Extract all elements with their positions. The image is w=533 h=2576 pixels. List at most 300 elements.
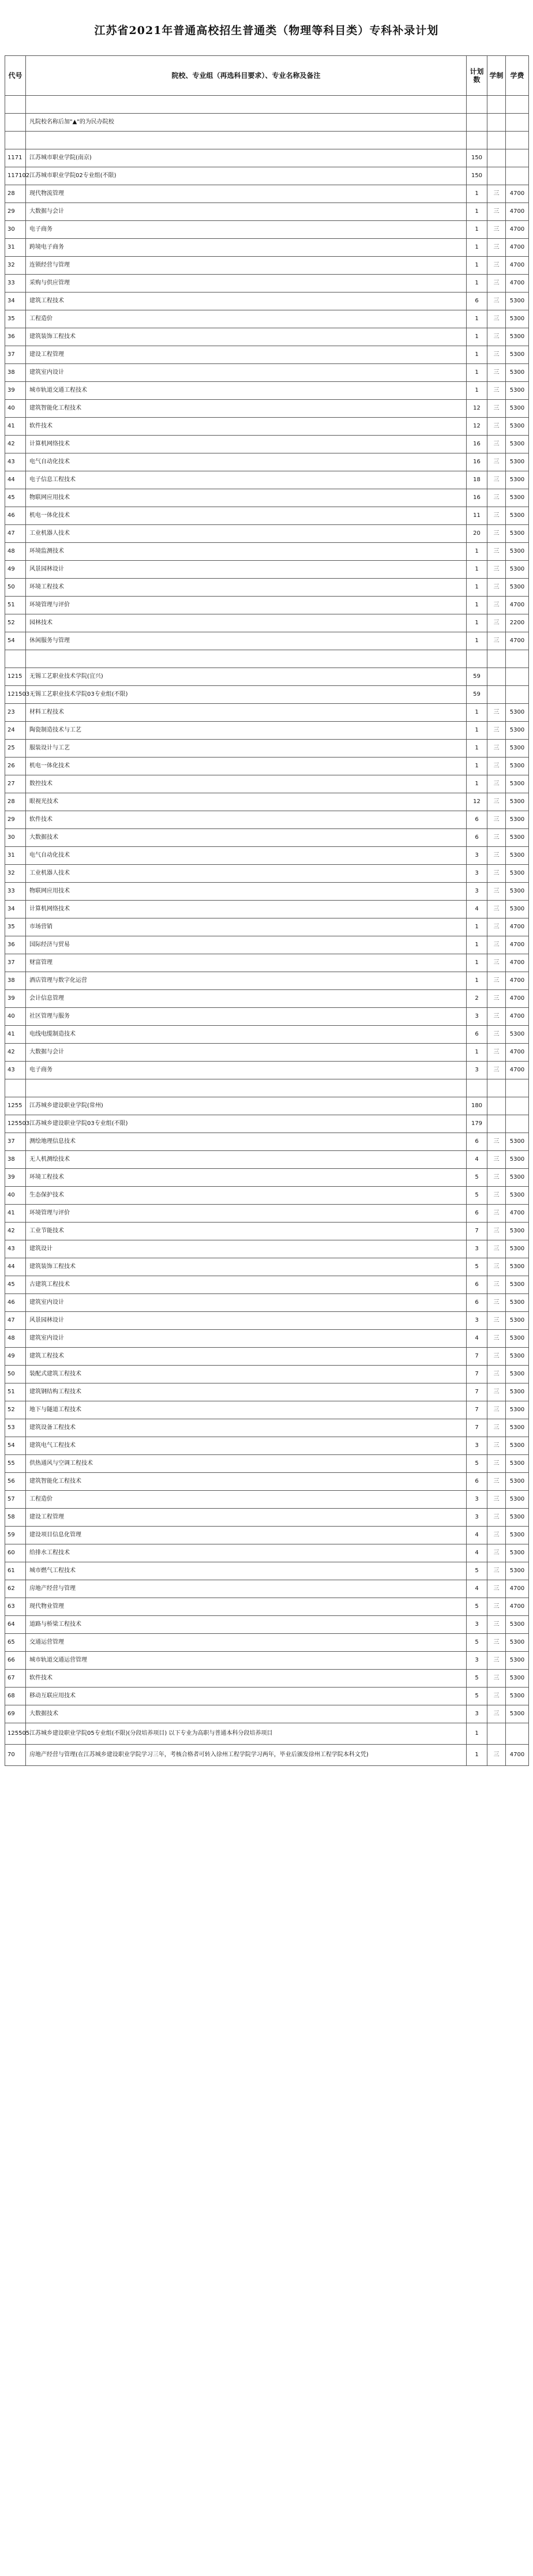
cell-major: 建筑装饰工程技术 [26,328,467,346]
table-row [5,1723,529,1745]
cell-major: 古建筑工程技术 [26,1276,467,1294]
cell-duration: 三 [487,1008,506,1026]
cell-code: 58 [5,1509,26,1527]
cell-major: 装配式建筑工程技术 [26,1366,467,1383]
cell-tuition: 5300 [506,453,529,471]
cell-duration [487,1097,506,1115]
cell-plan-count: 12 [467,418,487,436]
cell-major: 江苏城市职业学院02专业组(不限) [26,167,467,185]
cell-duration: 三 [487,1258,506,1276]
cell-duration: 三 [487,704,506,722]
cell-plan-count: 1 [467,364,487,382]
plan-table [5,55,529,1766]
cell-tuition: 4700 [506,1598,529,1616]
cell-code: 27 [5,775,26,793]
cell-major: 眼视光技术 [26,793,467,811]
cell-tuition [506,1723,529,1745]
cell-tuition: 5300 [506,1455,529,1473]
cell-plan-count: 1 [467,775,487,793]
cell-tuition: 4700 [506,597,529,614]
cell-plan-count: 3 [467,1062,487,1079]
cell-duration: 三 [487,1509,506,1527]
cell-duration: 三 [487,436,506,453]
cell-major: 房地产经营与管理 [26,1580,467,1598]
table-row [5,543,529,561]
cell-duration: 三 [487,1562,506,1580]
cell-code: 26 [5,758,26,775]
cell-code: 37 [5,954,26,972]
table-row [5,96,529,114]
cell-code: 32 [5,865,26,883]
cell-major: 陶瓷制造技术与工艺 [26,722,467,740]
cell-code: 117102 [5,167,26,185]
cell-duration: 三 [487,1312,506,1330]
cell-duration: 三 [487,275,506,293]
cell-duration: 三 [487,1187,506,1205]
cell-code: 32 [5,257,26,275]
cell-code [5,650,26,668]
cell-plan-count [467,96,487,114]
cell-major [26,132,467,149]
cell-duration: 三 [487,543,506,561]
cell-tuition [506,1115,529,1133]
cell-plan-count: 1 [467,579,487,597]
cell-plan-count: 59 [467,668,487,686]
table-row [5,382,529,400]
cell-major: 环境管理与评价 [26,1205,467,1223]
cell-major: 建筑室内设计 [26,1330,467,1348]
cell-major: 无人机测绘技术 [26,1151,467,1169]
cell-duration: 三 [487,847,506,865]
cell-code: 65 [5,1634,26,1652]
cell-duration: 三 [487,346,506,364]
cell-duration: 三 [487,1580,506,1598]
cell-plan-count: 5 [467,1688,487,1705]
cell-plan-count: 1 [467,257,487,275]
cell-duration: 三 [487,883,506,901]
cell-major: 测绘地理信息技术 [26,1133,467,1151]
cell-plan-count: 16 [467,436,487,453]
cell-plan-count: 16 [467,453,487,471]
cell-tuition: 5300 [506,722,529,740]
table-row [5,1079,529,1097]
cell-major: 大数据技术 [26,829,467,847]
cell-plan-count: 1 [467,221,487,239]
table-row [5,346,529,364]
table-row [5,1634,529,1652]
cell-major: 建筑工程技术 [26,293,467,310]
table-row [5,114,529,132]
table-row [5,1044,529,1062]
cell-code: 55 [5,1455,26,1473]
table-row [5,1455,529,1473]
table-row [5,775,529,793]
cell-plan-count: 3 [467,1437,487,1455]
cell-tuition [506,650,529,668]
cell-plan-count: 150 [467,167,487,185]
cell-duration: 三 [487,811,506,829]
table-row [5,1348,529,1366]
cell-plan-count: 5 [467,1670,487,1688]
cell-plan-count: 5 [467,1634,487,1652]
cell-major: 建筑钢结构工程技术 [26,1383,467,1401]
cell-code: 40 [5,1187,26,1205]
cell-tuition: 4700 [506,239,529,257]
cell-plan-count: 16 [467,489,487,507]
table-row [5,1258,529,1276]
cell-duration: 三 [487,328,506,346]
cell-plan-count: 3 [467,883,487,901]
cell-code: 53 [5,1419,26,1437]
cell-duration: 三 [487,865,506,883]
cell-plan-count: 7 [467,1401,487,1419]
page-title: 江苏省2021年普通高校招生普通类（物理等科目类）专科补录计划 [94,24,439,37]
table-row [5,149,529,167]
cell-duration: 三 [487,257,506,275]
cell-major: 现代物业管理 [26,1598,467,1616]
cell-duration: 三 [487,364,506,382]
cell-duration: 三 [487,1383,506,1401]
cell-code: 59 [5,1527,26,1544]
cell-duration: 三 [487,901,506,918]
cell-code: 47 [5,1312,26,1330]
cell-duration: 三 [487,990,506,1008]
cell-code: 64 [5,1616,26,1634]
cell-major: 工业机器人技术 [26,525,467,543]
table-row [5,686,529,704]
cell-duration: 三 [487,1688,506,1705]
cell-duration: 三 [487,561,506,579]
table-row [5,1580,529,1598]
table-row [5,453,529,471]
cell-code: 38 [5,1151,26,1169]
table-row [5,865,529,883]
cell-tuition: 5300 [506,436,529,453]
cell-code: 34 [5,901,26,918]
table-row [5,722,529,740]
cell-code: 48 [5,543,26,561]
cell-duration: 三 [487,972,506,990]
cell-code: 24 [5,722,26,740]
cell-plan-count: 1 [467,203,487,221]
table-row [5,1491,529,1509]
cell-major: 物联网应用技术 [26,489,467,507]
table-row [5,990,529,1008]
table-row [5,1276,529,1294]
cell-major: 会计信息管理 [26,990,467,1008]
cell-code [5,114,26,132]
table-row [5,507,529,525]
cell-tuition: 4700 [506,918,529,936]
cell-duration: 三 [487,1276,506,1294]
table-row [5,1688,529,1705]
cell-code [5,96,26,114]
table-row [5,1312,529,1330]
cell-major: 移动互联应用技术 [26,1688,467,1705]
cell-plan-count: 6 [467,1276,487,1294]
cell-tuition: 4700 [506,221,529,239]
table-row [5,436,529,453]
cell-tuition: 5300 [506,1634,529,1652]
cell-major: 工程造价 [26,310,467,328]
cell-plan-count: 6 [467,1026,487,1044]
cell-plan-count: 7 [467,1383,487,1401]
table-row [5,811,529,829]
cell-duration: 三 [487,793,506,811]
cell-duration: 三 [487,1062,506,1079]
cell-tuition: 5300 [506,400,529,418]
cell-code: 38 [5,364,26,382]
cell-tuition: 5300 [506,579,529,597]
table-row [5,1544,529,1562]
cell-tuition: 5300 [506,1240,529,1258]
cell-code: 23 [5,704,26,722]
table-row [5,471,529,489]
cell-tuition: 4700 [506,1745,529,1766]
cell-tuition: 4700 [506,257,529,275]
cell-major: 建筑设备工程技术 [26,1419,467,1437]
cell-code: 50 [5,579,26,597]
table-row [5,793,529,811]
cell-duration [487,1079,506,1097]
cell-code: 29 [5,811,26,829]
cell-major: 数控技术 [26,775,467,793]
cell-plan-count: 1 [467,936,487,954]
cell-code: 70 [5,1745,26,1766]
cell-code: 46 [5,507,26,525]
cell-tuition: 5300 [506,346,529,364]
cell-tuition: 5300 [506,1527,529,1544]
cell-code: 69 [5,1705,26,1723]
cell-plan-count: 3 [467,1509,487,1527]
cell-duration: 三 [487,1151,506,1169]
cell-tuition: 5300 [506,793,529,811]
cell-tuition [506,96,529,114]
cell-duration: 三 [487,1294,506,1312]
table-row [5,1437,529,1455]
cell-tuition [506,668,529,686]
cell-major: 酒店管理与数字化运营 [26,972,467,990]
cell-tuition [506,686,529,704]
cell-tuition [506,167,529,185]
cell-tuition: 5300 [506,1383,529,1401]
cell-tuition: 4700 [506,275,529,293]
cell-major: 江苏城乡建设职业学院03专业组(不限) [26,1115,467,1133]
cell-plan-count: 1 [467,758,487,775]
cell-plan-count: 1 [467,561,487,579]
cell-major: 电气自动化技术 [26,847,467,865]
table-row [5,1509,529,1527]
cell-duration [487,686,506,704]
cell-tuition [506,1079,529,1097]
cell-tuition: 5300 [506,1258,529,1276]
cell-duration: 三 [487,382,506,400]
cell-code: 121503 [5,686,26,704]
cell-code: 35 [5,918,26,936]
cell-code: 43 [5,1240,26,1258]
cell-plan-count: 1 [467,382,487,400]
cell-major: 材料工程技术 [26,704,467,722]
cell-major: 环境管理与评价 [26,597,467,614]
cell-major [26,1079,467,1097]
cell-code: 49 [5,1348,26,1366]
cell-tuition: 5300 [506,901,529,918]
cell-tuition: 5300 [506,293,529,310]
cell-tuition: 5300 [506,883,529,901]
cell-code: 68 [5,1688,26,1705]
cell-duration: 三 [487,1437,506,1455]
table-row [5,1330,529,1348]
cell-major: 园林技术 [26,614,467,632]
cell-plan-count: 7 [467,1348,487,1366]
cell-code: 54 [5,632,26,650]
cell-code: 62 [5,1580,26,1598]
cell-tuition [506,132,529,149]
cell-major: 电子商务 [26,1062,467,1079]
cell-major: 道路与桥梁工程技术 [26,1616,467,1634]
table-row [5,1151,529,1169]
cell-major: 环境监测技术 [26,543,467,561]
cell-duration [487,650,506,668]
cell-code: 41 [5,418,26,436]
table-row [5,167,529,185]
cell-tuition: 5300 [506,507,529,525]
table-row [5,1562,529,1580]
cell-duration: 三 [487,597,506,614]
cell-code: 33 [5,275,26,293]
cell-plan-count [467,114,487,132]
cell-major: 工业机器人技术 [26,865,467,883]
cell-duration: 三 [487,1205,506,1223]
cell-major: 建筑室内设计 [26,364,467,382]
cell-plan-count: 1 [467,972,487,990]
cell-code: 31 [5,847,26,865]
cell-duration: 三 [487,954,506,972]
cell-plan-count: 1 [467,346,487,364]
cell-duration: 三 [487,453,506,471]
cell-duration: 三 [487,489,506,507]
cell-major: 建设工程管理 [26,1509,467,1527]
cell-plan-count: 1 [467,275,487,293]
cell-tuition: 5300 [506,740,529,758]
cell-code: 67 [5,1670,26,1688]
cell-duration: 三 [487,1745,506,1766]
cell-tuition: 5300 [506,865,529,883]
table-row [5,614,529,632]
cell-major: 建筑智能化工程技术 [26,1473,467,1491]
cell-major: 采购与供应管理 [26,275,467,293]
cell-major: 国际经济与贸易 [26,936,467,954]
cell-major: 电子信息工程技术 [26,471,467,489]
table-row [5,1598,529,1616]
cell-code: 39 [5,1169,26,1187]
cell-duration: 三 [487,1527,506,1544]
cell-plan-count: 3 [467,847,487,865]
cell-tuition: 5300 [506,525,529,543]
cell-duration: 三 [487,400,506,418]
cell-duration: 三 [487,936,506,954]
cell-plan-count: 1 [467,614,487,632]
cell-code: 42 [5,436,26,453]
cell-major: 物联网应用技术 [26,883,467,901]
cell-tuition: 5300 [506,1670,529,1688]
cell-code [5,132,26,149]
cell-major: 软件技术 [26,811,467,829]
table-row [5,954,529,972]
cell-tuition: 5300 [506,364,529,382]
cell-tuition [506,114,529,132]
cell-tuition: 5300 [506,1169,529,1187]
cell-duration: 三 [487,1419,506,1437]
cell-major: 机电一体化技术 [26,758,467,775]
cell-major: 软件技术 [26,418,467,436]
cell-tuition: 4700 [506,185,529,203]
cell-plan-count: 59 [467,686,487,704]
cell-major: 建筑设计 [26,1240,467,1258]
cell-code: 57 [5,1491,26,1509]
cell-code: 63 [5,1598,26,1616]
header-plan-count: 计划数 [467,56,487,96]
cell-code: 54 [5,1437,26,1455]
table-row [5,650,529,668]
cell-tuition: 5300 [506,1705,529,1723]
cell-tuition: 5300 [506,1312,529,1330]
table-row [5,1187,529,1205]
cell-major: 服装设计与工艺 [26,740,467,758]
cell-code: 40 [5,1008,26,1026]
cell-code: 35 [5,310,26,328]
header-major: 院校、专业组（再选科目要求）、专业名称及备注 [26,56,467,96]
table-row [5,310,529,328]
cell-tuition: 5300 [506,1562,529,1580]
cell-plan-count: 18 [467,471,487,489]
cell-major: 生态保护技术 [26,1187,467,1205]
table-row [5,901,529,918]
cell-tuition: 5300 [506,775,529,793]
cell-major: 建设工程管理 [26,346,467,364]
cell-duration: 三 [487,740,506,758]
cell-duration: 三 [487,1598,506,1616]
cell-major: 环境工程技术 [26,579,467,597]
cell-major: 城市轨道交通工程技术 [26,382,467,400]
cell-plan-count: 4 [467,1330,487,1348]
cell-major: 供热通风与空调工程技术 [26,1455,467,1473]
cell-major: 电线电缆制造技术 [26,1026,467,1044]
cell-tuition: 5300 [506,1473,529,1491]
cell-code: 1215 [5,668,26,686]
cell-tuition: 4700 [506,1205,529,1223]
cell-code: 1171 [5,149,26,167]
table-row [5,400,529,418]
table-row [5,1670,529,1688]
cell-code: 42 [5,1223,26,1240]
cell-duration: 三 [487,918,506,936]
cell-major: 计算机网络技术 [26,436,467,453]
cell-code: 56 [5,1473,26,1491]
table-row [5,1745,529,1766]
cell-major: 无锡工艺职业技术学院03专业组(不限) [26,686,467,704]
cell-tuition: 5300 [506,1187,529,1205]
cell-code [5,1079,26,1097]
cell-plan-count: 6 [467,811,487,829]
cell-code: 46 [5,1294,26,1312]
cell-major: 建筑工程技术 [26,1348,467,1366]
cell-code: 37 [5,1133,26,1151]
cell-tuition: 5300 [506,1348,529,1366]
cell-duration: 三 [487,203,506,221]
cell-tuition: 5300 [506,382,529,400]
cell-major: 江苏城市职业学院(南京) [26,149,467,167]
